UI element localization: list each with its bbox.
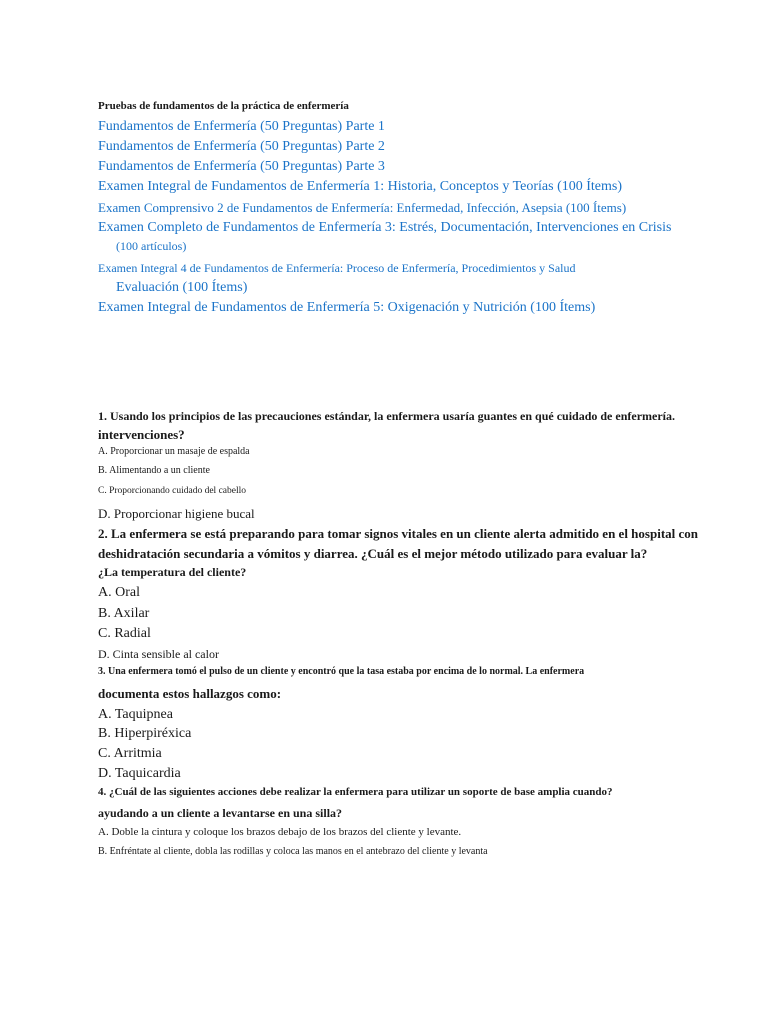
link-examen-integral-4-cont[interactable]: Evaluación (100 Ítems) xyxy=(116,280,248,295)
question-4-option-a: A. Doble la cintura y coloque los brazos debajo de los brazos del cliente y levante. xyxy=(98,826,462,838)
link-examen-completo-3[interactable]: Examen Completo de Fundamentos de Enfermería 3: Estrés, Documentación, Intervenciones en Crisis xyxy=(98,220,672,235)
question-3-option-a: A. Taquipnea xyxy=(98,707,173,722)
list-item[interactable] xyxy=(94,201,626,214)
link-examen-comprensivo-2[interactable]: Examen Comprensivo 2 de Fundamentos de Enfermería: Enfermedad, Infección, Asepsia (100 Ítems) xyxy=(98,200,627,215)
link-fundamentos-parte-2[interactable]: Fundamentos de Enfermería (50 Preguntas) Parte 2 xyxy=(98,139,385,154)
question-1-text-cont: intervenciones? xyxy=(98,427,185,442)
list-item[interactable] xyxy=(94,120,385,134)
link-fundamentos-parte-3[interactable]: Fundamentos de Enfermería (50 Preguntas) Parte 3 xyxy=(98,159,385,174)
list-item[interactable] xyxy=(94,301,595,315)
question-2-option-a: A. Oral xyxy=(98,585,140,600)
question-4-option-b: B. Enfréntate al cliente, dobla las rodillas y coloca las manos en el antebrazo del cliente y levanta xyxy=(98,846,488,857)
question-1-option-c: C. Proporcionando cuidado del cabello xyxy=(98,486,247,496)
question-2-option-c: C. Radial xyxy=(98,626,151,641)
link-examen-completo-3-cont[interactable]: (100 artículos) xyxy=(116,239,187,253)
list-item[interactable] xyxy=(94,262,576,274)
link-fundamentos-parte-1[interactable]: Fundamentos de Enfermería (50 Preguntas) Parte 1 xyxy=(98,119,385,134)
question-1-option-d: D. Proporcionar higiene bucal xyxy=(98,506,255,521)
link-examen-integral-5[interactable]: Examen Integral de Fundamentos de Enfermería 5: Oxigenación y Nutrición (100 Ítems) xyxy=(98,300,596,315)
question-3-option-c: C. Arritmia xyxy=(98,746,162,761)
question-1-option-b: B. Alimentando a un cliente xyxy=(98,465,210,476)
list-item[interactable] xyxy=(94,160,385,174)
question-3-option-b: B. Hiperpiréxica xyxy=(98,726,192,741)
question-2-text-cont: deshidratación secundaria a vómitos y diarrea. ¿Cuál es el mejor método utilizado para evaluar la? xyxy=(98,546,648,561)
question-3-text-cont: documenta estos hallazgos como: xyxy=(98,686,282,701)
question-2-text-cont2: ¿La temperatura del cliente? xyxy=(98,565,247,579)
list-item[interactable] xyxy=(94,180,622,194)
question-4-text: 4. ¿Cuál de las siguientes acciones debe realizar la enfermera para utilizar un soporte de base amplia cuando? xyxy=(98,786,613,798)
list-item[interactable] xyxy=(94,140,385,154)
link-examen-integral-4[interactable]: Examen Integral 4 de Fundamentos de Enfermería: Proceso de Enfermería, Procedimientos y Salud xyxy=(98,261,576,275)
page-title: Pruebas de fundamentos de la práctica de enfermería xyxy=(98,100,349,112)
list-item[interactable] xyxy=(94,221,671,235)
question-1-text: 1. Usando los principios de las precauciones estándar, la enfermera usaría guantes en qué cuidado de enfermería. xyxy=(98,409,676,423)
question-2-option-d: D. Cinta sensible al calor xyxy=(98,647,219,661)
question-3-text: 3. Una enfermera tomó el pulso de un cliente y encontró que la tasa estaba por encima de lo normal. La enfermera xyxy=(98,666,585,677)
question-1-option-a: A. Proporcionar un masaje de espalda xyxy=(98,446,250,457)
question-3-option-d: D. Taquicardia xyxy=(98,766,181,781)
question-4-text-cont: ayudando a un cliente a levantarse en una silla? xyxy=(98,806,343,820)
link-examen-integral-1[interactable]: Examen Integral de Fundamentos de Enfermería 1: Historia, Conceptos y Teorías (100 Ítems) xyxy=(98,179,623,194)
question-2-option-b: B. Axilar xyxy=(98,606,150,621)
question-2-text: 2. La enfermera se está preparando para tomar signos vitales en un cliente alerta admitido en el hospital con xyxy=(98,526,699,541)
